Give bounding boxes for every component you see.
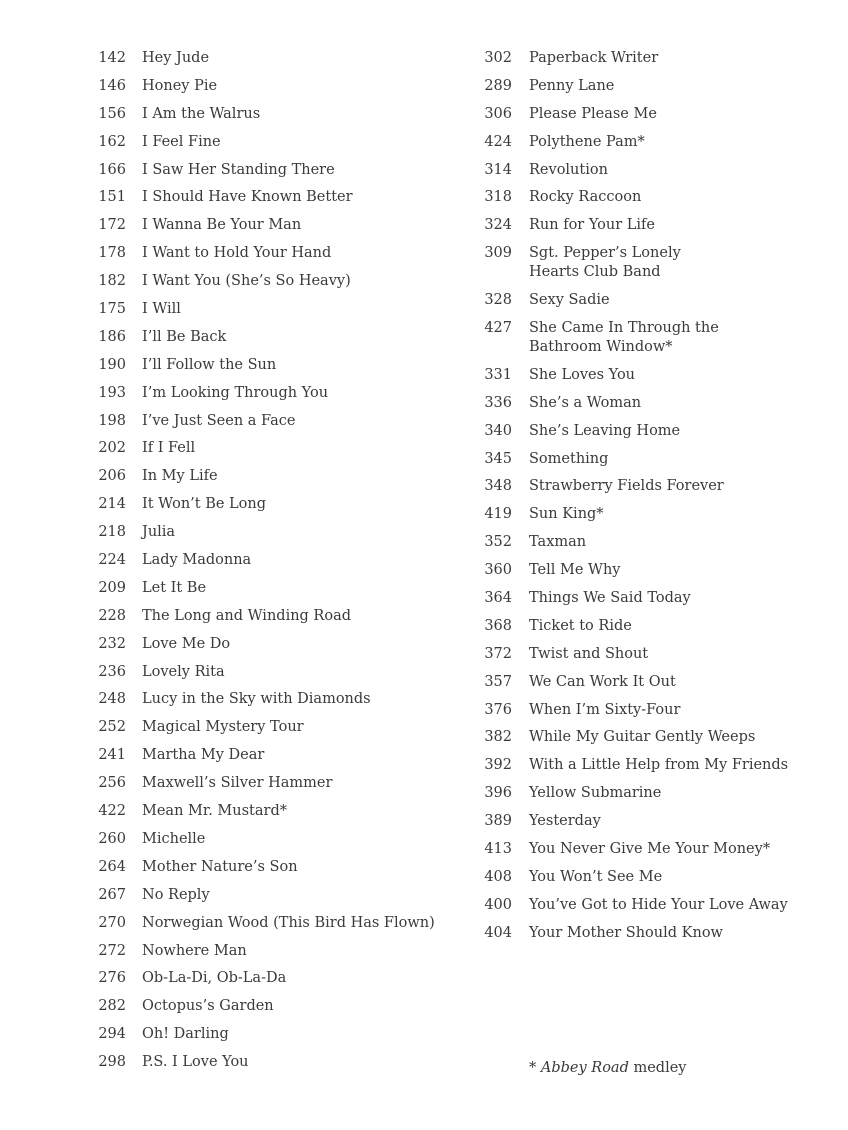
song-title: Oh! Darling — [142, 1026, 229, 1043]
song-title: She Came In Through the Bathroom Window* — [529, 320, 719, 356]
song-title: I Wanna Be Your Man — [142, 217, 302, 234]
toc-entry — [96, 774, 476, 793]
toc-entry — [96, 802, 476, 821]
toc-entry — [96, 188, 476, 207]
toc-entry — [482, 244, 822, 282]
footnote-suffix: medley — [628, 1060, 687, 1076]
page-number: 368 — [484, 617, 512, 634]
toc-entry — [482, 924, 822, 943]
song-title: I Want You (She’s So Heavy) — [142, 273, 351, 290]
page-number: 142 — [98, 50, 126, 66]
song-title: She’s a Woman — [529, 394, 642, 411]
toc-entry — [482, 161, 822, 180]
song-title: Rocky Raccoon — [529, 189, 642, 206]
toc-entry — [96, 272, 476, 291]
toc-entry — [96, 997, 476, 1016]
toc-entry — [482, 617, 822, 636]
toc-entry — [482, 756, 822, 775]
song-title: Sgt. Pepper’s Lonely Hearts Club Band — [529, 245, 681, 281]
page-number: 186 — [98, 328, 126, 345]
page-number: 314 — [484, 161, 512, 178]
song-title: Penny Lane — [529, 77, 615, 94]
page-number: 298 — [98, 1054, 126, 1071]
song-title: Mother Nature’s Son — [142, 858, 298, 875]
toc-entry — [96, 969, 476, 988]
song-title: Mean Mr. Mustard* — [142, 803, 287, 820]
page-number: 270 — [98, 914, 126, 931]
song-title: Ticket to Ride — [529, 617, 632, 634]
toc-entry — [482, 394, 822, 413]
page-number: 336 — [484, 394, 512, 411]
toc-entry — [96, 551, 476, 570]
page-number: 413 — [484, 841, 512, 858]
toc-entry — [96, 328, 476, 347]
toc-entry — [482, 561, 822, 580]
page-number: 404 — [484, 924, 512, 941]
song-title: Michelle — [142, 830, 206, 847]
toc-entry — [482, 896, 822, 915]
toc-entry — [96, 384, 476, 403]
page-number: 396 — [484, 785, 512, 802]
toc-entry — [482, 105, 822, 124]
toc-entry — [96, 746, 476, 765]
song-title: She Loves You — [529, 366, 636, 383]
page-number: 427 — [484, 320, 512, 337]
footnote-marker: * — [529, 1060, 541, 1076]
song-title: Polythene Pam* — [529, 133, 645, 150]
page-number: 392 — [484, 757, 512, 774]
page-number: 389 — [484, 813, 512, 830]
song-title: Norwegian Wood (This Bird Has Flown) — [142, 914, 435, 931]
page-number: 162 — [98, 133, 126, 150]
page-number: 256 — [98, 775, 126, 792]
page-number: 324 — [484, 217, 512, 234]
toc-entry — [96, 412, 476, 431]
song-title: Honey Pie — [142, 77, 218, 94]
page-number: 156 — [98, 105, 126, 122]
page-number: 252 — [98, 719, 126, 736]
page-number: 294 — [98, 1026, 126, 1043]
toc-entry — [482, 319, 822, 357]
page-number: 289 — [484, 77, 512, 94]
page-number: 206 — [98, 468, 126, 485]
toc-entry — [482, 477, 822, 496]
page-number: 241 — [98, 747, 126, 764]
song-title: Magical Mystery Tour — [142, 719, 304, 736]
page-number: 309 — [484, 245, 512, 262]
song-title: Julia — [142, 524, 176, 541]
page-number: 424 — [484, 133, 512, 150]
song-title: Lucy in the Sky with Diamonds — [142, 691, 371, 708]
toc-entry — [482, 701, 822, 720]
page-number: 236 — [98, 663, 126, 680]
song-title: I Want to Hold Your Hand — [142, 245, 332, 262]
song-title: Ob-La-Di, Ob-La-Da — [142, 970, 287, 987]
page-number: 264 — [98, 858, 126, 875]
page-number: 331 — [484, 366, 512, 383]
song-title: If I Fell — [142, 440, 196, 457]
page-number: 328 — [484, 292, 512, 309]
page-number: 318 — [484, 189, 512, 206]
page-number: 272 — [98, 942, 126, 959]
page-number: 419 — [484, 506, 512, 523]
page-number: 267 — [98, 886, 126, 903]
footnote-album: Abbey Road — [540, 1060, 629, 1076]
page-number: 276 — [98, 970, 126, 987]
toc-entry — [96, 77, 476, 96]
song-title: I’m Looking Through You — [142, 384, 329, 401]
page-number: 360 — [484, 562, 512, 579]
toc-entry — [96, 635, 476, 654]
toc-entry — [482, 645, 822, 664]
song-title: P.S. I Love You — [142, 1054, 249, 1071]
page-number: 202 — [98, 440, 126, 457]
toc-entry — [482, 533, 822, 552]
toc-entry — [96, 718, 476, 737]
song-title: Things We Said Today — [529, 590, 691, 607]
song-title: Sexy Sadie — [529, 292, 610, 309]
song-title: I Saw Her Standing There — [142, 161, 335, 178]
toc-entry — [482, 291, 822, 310]
toc-entry — [482, 216, 822, 235]
page-number: 224 — [98, 552, 126, 569]
toc-entry — [482, 77, 822, 96]
toc-entry — [482, 840, 822, 859]
page-number: 178 — [98, 245, 126, 262]
page-number: 260 — [98, 830, 126, 847]
toc-entry — [96, 942, 476, 961]
song-title: You Never Give Me Your Money* — [529, 841, 771, 858]
song-title: When I’m Sixty-Four — [529, 701, 681, 718]
toc-entry — [96, 495, 476, 514]
song-title: Something — [529, 450, 609, 467]
song-title: Revolution — [529, 161, 608, 178]
page-number: 151 — [98, 189, 126, 206]
page-number: 182 — [98, 273, 126, 290]
song-title: Run for Your Life — [529, 217, 655, 234]
footnote — [529, 1059, 687, 1078]
song-title: I’ll Follow the Sun — [142, 356, 277, 373]
song-title: Sun King* — [529, 506, 604, 523]
song-title: She’s Leaving Home — [529, 422, 681, 439]
page-number: 218 — [98, 524, 126, 541]
toc-entry — [482, 422, 822, 441]
page-number: 345 — [484, 450, 512, 467]
song-title: Yellow Submarine — [529, 785, 662, 802]
song-title: Strawberry Fields Forever — [529, 478, 724, 495]
page-number: 228 — [98, 607, 126, 624]
page-number: 408 — [484, 868, 512, 885]
toc-entry — [96, 105, 476, 124]
left-column — [96, 49, 476, 1081]
toc-entry — [482, 366, 822, 385]
toc-entry — [96, 579, 476, 598]
song-title: While My Guitar Gently Weeps — [529, 729, 756, 746]
song-title: Nowhere Man — [142, 942, 247, 959]
toc-entry — [482, 450, 822, 469]
song-title: Please Please Me — [529, 105, 657, 122]
toc-entry — [96, 300, 476, 319]
page-number: 166 — [98, 161, 126, 178]
song-title: Let It Be — [142, 579, 207, 596]
song-title: The Long and Winding Road — [142, 607, 352, 624]
right-column — [482, 49, 822, 952]
song-title: Your Mother Should Know — [529, 924, 723, 941]
song-title: Octopus’s Garden — [142, 998, 274, 1015]
song-title: I’ve Just Seen a Face — [142, 412, 296, 429]
toc-entry — [482, 589, 822, 608]
toc-entry — [96, 858, 476, 877]
toc-entry — [96, 133, 476, 152]
page-number: 382 — [484, 729, 512, 746]
page-number: 364 — [484, 590, 512, 607]
page-number: 372 — [484, 645, 512, 662]
song-title: I Will — [142, 301, 181, 318]
song-title: No Reply — [142, 886, 210, 903]
page-number: 172 — [98, 217, 126, 234]
toc-entry — [482, 188, 822, 207]
page-number: 146 — [98, 77, 126, 94]
song-title: I Feel Fine — [142, 133, 221, 150]
song-title: Taxman — [529, 534, 587, 551]
song-title: Maxwell’s Silver Hammer — [142, 775, 333, 792]
song-title: Yesterday — [529, 813, 601, 830]
song-title: Hey Jude — [142, 50, 210, 66]
toc-entry — [96, 690, 476, 709]
toc-entry — [482, 784, 822, 803]
toc-entry — [482, 812, 822, 831]
page-number: 302 — [484, 50, 512, 66]
toc-entry — [482, 133, 822, 152]
song-title: It Won’t Be Long — [142, 496, 267, 513]
page-number: 352 — [484, 534, 512, 551]
page-number: 232 — [98, 635, 126, 652]
song-title: I’ll Be Back — [142, 328, 227, 345]
page-number: 306 — [484, 105, 512, 122]
page-number: 282 — [98, 998, 126, 1015]
toc-entry — [96, 356, 476, 375]
song-title: Love Me Do — [142, 635, 231, 652]
song-title: I Am the Walrus — [142, 105, 261, 122]
toc-entry — [96, 663, 476, 682]
page-number: 248 — [98, 691, 126, 708]
toc-entry — [482, 868, 822, 887]
song-title: Paperback Writer — [529, 50, 659, 66]
page-number: 190 — [98, 356, 126, 373]
page-number: 214 — [98, 496, 126, 513]
page-number: 400 — [484, 896, 512, 913]
song-title: In My Life — [142, 468, 218, 485]
toc-entry — [96, 467, 476, 486]
song-title: You’ve Got to Hide Your Love Away — [529, 896, 788, 913]
toc-entry — [482, 728, 822, 747]
page-number: 422 — [98, 803, 126, 820]
toc-entry — [96, 1025, 476, 1044]
song-title: We Can Work It Out — [529, 673, 676, 690]
toc-entry — [96, 830, 476, 849]
page-number: 340 — [484, 422, 512, 439]
toc-entry — [482, 673, 822, 692]
toc-entry — [96, 1053, 476, 1072]
song-title: Twist and Shout — [529, 645, 649, 662]
song-title: You Won’t See Me — [529, 868, 663, 885]
song-title: I Should Have Known Better — [142, 189, 353, 206]
toc-entry — [96, 161, 476, 180]
toc-entry — [482, 49, 822, 68]
toc-entry — [96, 607, 476, 626]
toc-entry — [96, 244, 476, 263]
page-number: 209 — [98, 579, 126, 596]
song-title: With a Little Help from My Friends — [529, 757, 789, 774]
song-title: Martha My Dear — [142, 747, 265, 764]
page-number: 175 — [98, 301, 126, 318]
toc-entry — [96, 439, 476, 458]
toc-entry — [96, 914, 476, 933]
song-title: Lovely Rita — [142, 663, 225, 680]
toc-entry — [96, 216, 476, 235]
page-number: 376 — [484, 701, 512, 718]
page-number: 357 — [484, 673, 512, 690]
toc-entry — [96, 523, 476, 542]
page-number: 348 — [484, 478, 512, 495]
page-number: 198 — [98, 412, 126, 429]
toc-entry — [96, 49, 476, 68]
toc-entry — [96, 886, 476, 905]
song-title: Tell Me Why — [529, 562, 621, 579]
song-title: Lady Madonna — [142, 552, 252, 569]
toc-entry — [482, 505, 822, 524]
page-number: 193 — [98, 384, 126, 401]
